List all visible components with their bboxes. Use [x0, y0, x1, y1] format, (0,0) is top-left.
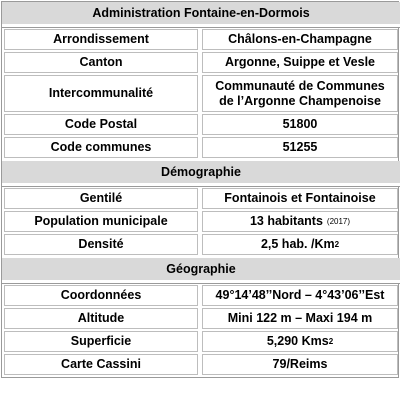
canton-label: Canton — [4, 52, 198, 73]
code-communes-value: 51255 — [202, 137, 398, 158]
code-communes-label: Code communes — [4, 137, 198, 158]
arrondissement-label: Arrondissement — [4, 29, 198, 50]
intercommunalite-value-line2: de l’Argonne Champenoise — [219, 93, 381, 108]
superficie-label: Superficie — [4, 331, 198, 352]
gentile-label: Gentilé — [4, 188, 198, 209]
population-number: 13 habitants — [249, 214, 323, 229]
gentile-value: Fontainois et Fontainoise — [202, 188, 398, 209]
carte-cassini-label: Carte Cassini — [4, 354, 198, 375]
demographie-header — [2, 161, 400, 186]
info-table — [1, 1, 399, 378]
altitude-label: Altitude — [4, 308, 198, 329]
population-value — [202, 211, 398, 232]
population-year: (2017) — [326, 216, 351, 226]
intercommunalite-value-line1: Communauté de Communes — [215, 79, 385, 94]
intercommunalite-label: Intercommunalité — [4, 75, 198, 112]
altitude-value: Mini 122 m – Maxi 194 m — [202, 308, 398, 329]
superficie-value: 5,290 Kms 2 — [202, 331, 398, 352]
geographie-title: Géographie — [166, 262, 236, 276]
coordonnees-value: 49°14’48’’Nord – 4°43’06’’Est — [202, 285, 398, 306]
code-postal-value: 51800 — [202, 114, 398, 135]
population-label: Population municipale — [4, 211, 198, 232]
arrondissement-value: Châlons-en-Champagne — [202, 29, 398, 50]
carte-cassini-value: 79/Reims — [202, 354, 398, 375]
code-postal-label: Code Postal — [4, 114, 198, 135]
canton-value: Argonne, Suippe et Vesle — [202, 52, 398, 73]
demographie-title: Démographie — [161, 165, 241, 179]
coordonnees-label: Coordonnées — [4, 285, 198, 306]
superficie-number: 5,290 Kms — [266, 334, 329, 349]
administration-title: Administration Fontaine-en-Dormois — [92, 6, 310, 20]
densite-label: Densité — [4, 234, 198, 255]
intercommunalite-value — [202, 75, 398, 112]
densite-value: 2,5 hab. /Km 2 — [202, 234, 398, 255]
administration-header — [2, 2, 400, 27]
geographie-header — [2, 258, 400, 283]
densite-number: 2,5 hab. /Km — [260, 237, 335, 252]
